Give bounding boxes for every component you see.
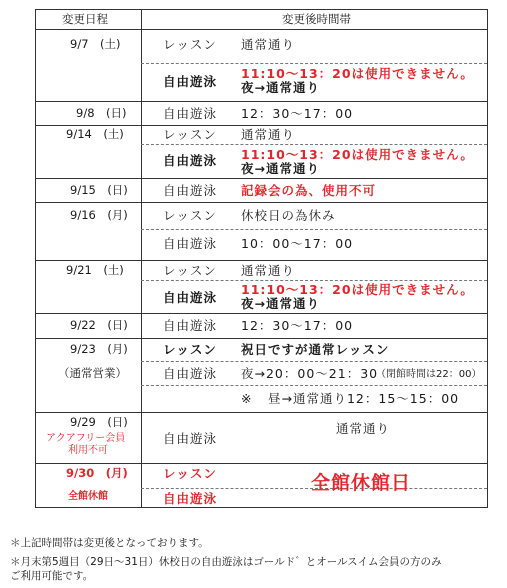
row-divider bbox=[36, 313, 487, 314]
sub-divider bbox=[141, 63, 487, 64]
lesson-label: レッスン bbox=[163, 37, 217, 52]
row-date: 9/23 (月) bbox=[70, 342, 128, 356]
footnote: ＊上記時間帯は変更後となっております。 bbox=[10, 537, 209, 549]
swim-value: 12：30〜17：00 bbox=[241, 106, 354, 121]
row-date: 9/22 (日) bbox=[70, 318, 128, 332]
lesson-value: 通常通り bbox=[241, 263, 296, 278]
swim-label: 自由遊泳 bbox=[163, 74, 218, 89]
footnote: ＊月末第5週目（29日〜31日）休校日の自由遊泳はゴールド゛とオールスイム会員の方のみ bbox=[10, 556, 442, 568]
row-divider bbox=[36, 260, 487, 261]
swim-value: 夜→20：00〜21：30 bbox=[241, 366, 379, 381]
swim-label: 自由遊泳 bbox=[163, 183, 218, 198]
note-mark: ※ bbox=[241, 391, 253, 406]
row-divider bbox=[36, 338, 487, 339]
row-date: 9/8 (日) bbox=[76, 106, 127, 120]
swim-label: 自由遊泳 bbox=[163, 153, 218, 168]
row-divider bbox=[36, 202, 487, 203]
swim-label: 自由遊泳 bbox=[163, 431, 218, 446]
swim-alert: 記録会の為、使用不可 bbox=[241, 183, 377, 198]
swim-alert: 11:10〜13：20は使用できません。 bbox=[241, 66, 474, 81]
row-date: 9/29 (日) bbox=[70, 415, 128, 429]
date-note: 利用不可 bbox=[68, 445, 108, 456]
lesson-label: レッスン bbox=[163, 263, 217, 278]
swim-label: 自由遊泳 bbox=[163, 290, 218, 305]
lesson-value: 通常通り bbox=[241, 127, 296, 142]
lesson-value: 休校日の為休み bbox=[241, 208, 336, 223]
header-time: 変更後時間帯 bbox=[282, 12, 351, 26]
row-date: 9/7 (土) bbox=[70, 37, 121, 51]
date-note: アクアフリー会員 bbox=[46, 433, 126, 444]
row-divider bbox=[36, 101, 487, 102]
lesson-value: 通常通り bbox=[241, 37, 296, 52]
row-divider bbox=[36, 412, 487, 413]
date-note: 全館休館 bbox=[68, 491, 108, 502]
swim-label: 自由遊泳 bbox=[163, 491, 218, 506]
swim-sub: 夜→通常通り bbox=[241, 296, 320, 311]
lesson-value: 祝日ですが通常レッスン bbox=[241, 342, 390, 357]
column-divider bbox=[141, 10, 142, 507]
swim-label: 自由遊泳 bbox=[163, 236, 218, 251]
row-divider bbox=[36, 463, 487, 464]
row-date: 9/30 (月) bbox=[66, 466, 128, 480]
row-date: 9/21 (土) bbox=[66, 263, 124, 277]
swim-value: 通常通り bbox=[336, 421, 391, 436]
swim-value-day: 昼→通常通り12：15〜15：00 bbox=[268, 391, 460, 406]
closing-time-note: （閉館時間は22：00） bbox=[376, 369, 482, 380]
lesson-label: レッスン bbox=[163, 466, 217, 481]
swim-label: 自由遊泳 bbox=[163, 106, 218, 121]
row-divider bbox=[36, 178, 487, 179]
swim-alert: 11:10〜13：20は使用できません。 bbox=[241, 147, 474, 162]
closed-notice: 全館休館日 bbox=[311, 472, 412, 494]
schedule-table bbox=[35, 9, 488, 508]
swim-value: 12：30〜17：00 bbox=[241, 318, 354, 333]
swim-sub: 夜→通常通り bbox=[241, 161, 320, 176]
row-date: 9/16 (月) bbox=[70, 208, 128, 222]
swim-value: 10：00〜17：00 bbox=[241, 236, 354, 251]
swim-label: 自由遊泳 bbox=[163, 366, 218, 381]
header-date: 変更日程 bbox=[62, 12, 108, 26]
lesson-label: レッスン bbox=[163, 208, 217, 223]
row-date: 9/14 (土) bbox=[66, 127, 124, 141]
date-note: （通常営業） bbox=[58, 366, 127, 380]
lesson-label: レッスン bbox=[163, 127, 217, 142]
footnote: ご利用可能です。 bbox=[10, 570, 94, 582]
sub-divider bbox=[141, 385, 487, 386]
row-divider bbox=[36, 125, 487, 126]
row-date: 9/15 (日) bbox=[70, 183, 128, 197]
swim-sub: 夜→通常通り bbox=[241, 80, 320, 95]
swim-label: 自由遊泳 bbox=[163, 318, 218, 333]
lesson-label: レッスン bbox=[163, 342, 217, 357]
sub-divider bbox=[141, 144, 487, 145]
sub-divider bbox=[141, 361, 487, 362]
sub-divider bbox=[141, 280, 487, 281]
swim-alert: 11:10〜13：20は使用できません。 bbox=[241, 282, 474, 297]
sub-divider bbox=[141, 229, 487, 230]
row-divider bbox=[36, 29, 487, 30]
